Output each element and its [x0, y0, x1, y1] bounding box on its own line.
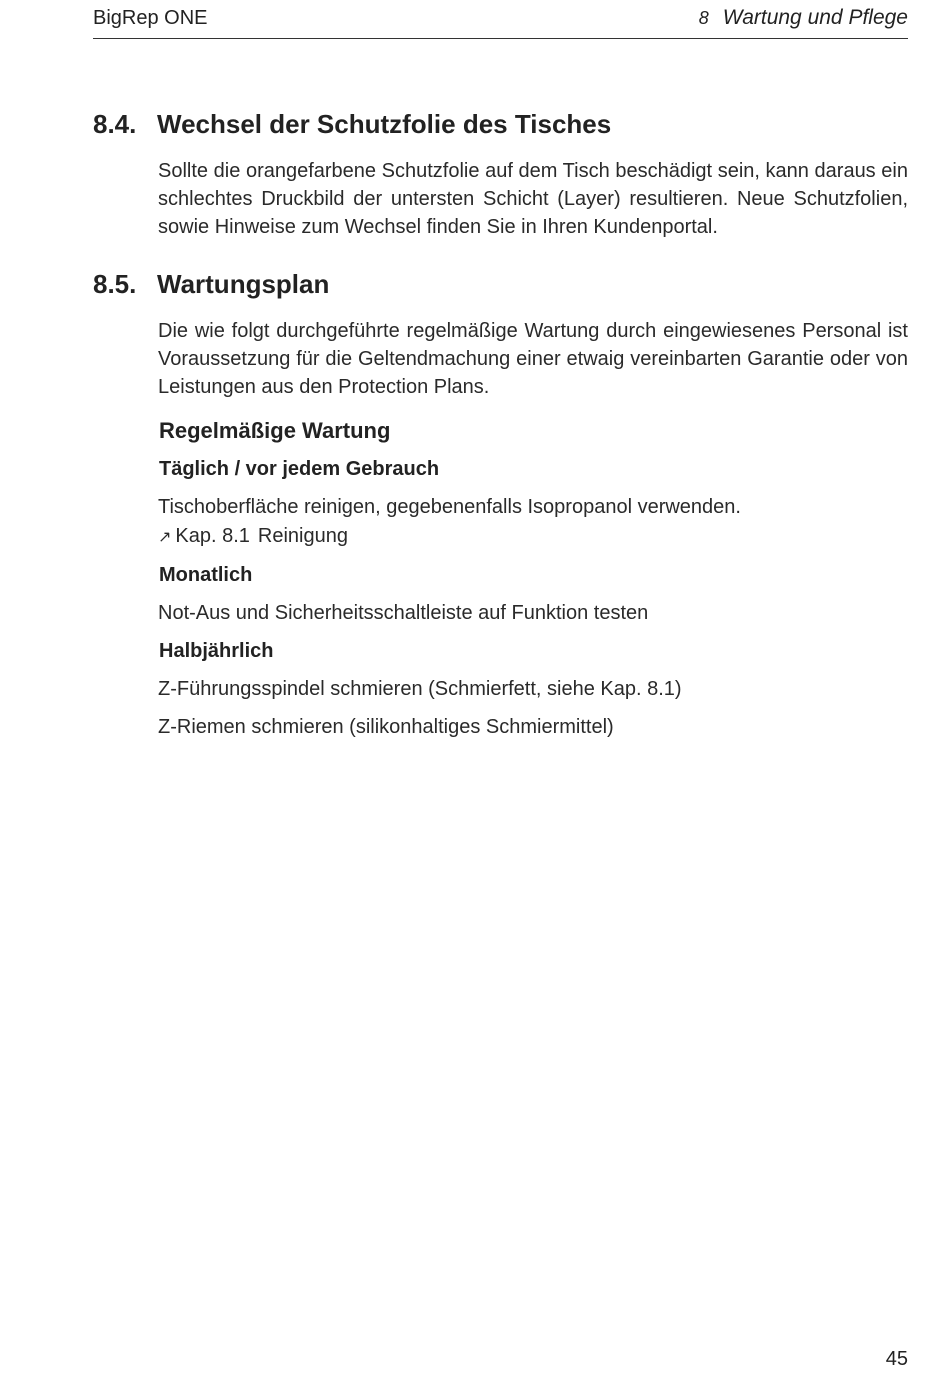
- section-8-5-paragraph: Die wie folgt durchgeführte regelmäßige Wartung durch eingewiesenes Personal ist Voraussetzung für die Geltendmachung einer etwaig vereinbarten Garantie oder von Leistungen aus den Protection Plans.: [158, 320, 908, 398]
- daily-heading: Täglich / vor jedem Gebrauch: [159, 458, 440, 480]
- chapter-title-text: Wartung und Pflege: [722, 6, 908, 29]
- monthly-task: Not-Aus und Sicherheitsschaltleiste auf Funktion testen: [158, 602, 649, 624]
- halfyearly-heading: Halbjährlich: [159, 640, 274, 662]
- maintenance-heading: Regelmäßige Wartung: [159, 418, 391, 443]
- halfyearly-task-2: Z-Riemen schmieren (silikonhaltiges Schmiermittel): [158, 716, 614, 738]
- section-8-4-heading: [93, 109, 611, 140]
- section-8-4-paragraph: Sollte die orangefarbene Schutzfolie auf dem Tisch beschädigt sein, kann daraus ein schlechtes Druckbild der untersten Schicht (Layer) resultieren. Neue Schutzfolien, sowie Hinweise zum Wechsel finden Sie in Ihren Kundenportal.: [158, 160, 908, 238]
- section-8-5-number: 8.5.: [93, 269, 137, 299]
- product-name: BigRep ONE: [93, 7, 208, 29]
- section-8-5-title: Wartungsplan: [157, 269, 330, 299]
- page-number: 45: [885, 1348, 908, 1370]
- chapter-title: [699, 6, 908, 30]
- page-header: [93, 0, 908, 39]
- chapter-number: 8: [698, 8, 709, 28]
- xref-chapter-number: Kap. 8.1: [175, 525, 250, 547]
- section-8-4-title: Wechsel der Schutzfolie des Tisches: [157, 109, 612, 139]
- daily-cross-reference[interactable]: [158, 525, 348, 548]
- section-8-4-number: 8.4.: [93, 109, 137, 139]
- xref-chapter-title: Reinigung: [257, 525, 348, 547]
- monthly-heading: Monatlich: [159, 564, 253, 586]
- daily-task: Tischoberfläche reinigen, gegebenenfalls Isopropanol verwenden.: [158, 496, 741, 518]
- arrow-icon: ↗: [158, 529, 172, 546]
- halfyearly-task-1: Z-Führungsspindel schmieren (Schmierfett, siehe Kap. 8.1): [158, 678, 682, 700]
- section-8-5-heading: [93, 269, 329, 300]
